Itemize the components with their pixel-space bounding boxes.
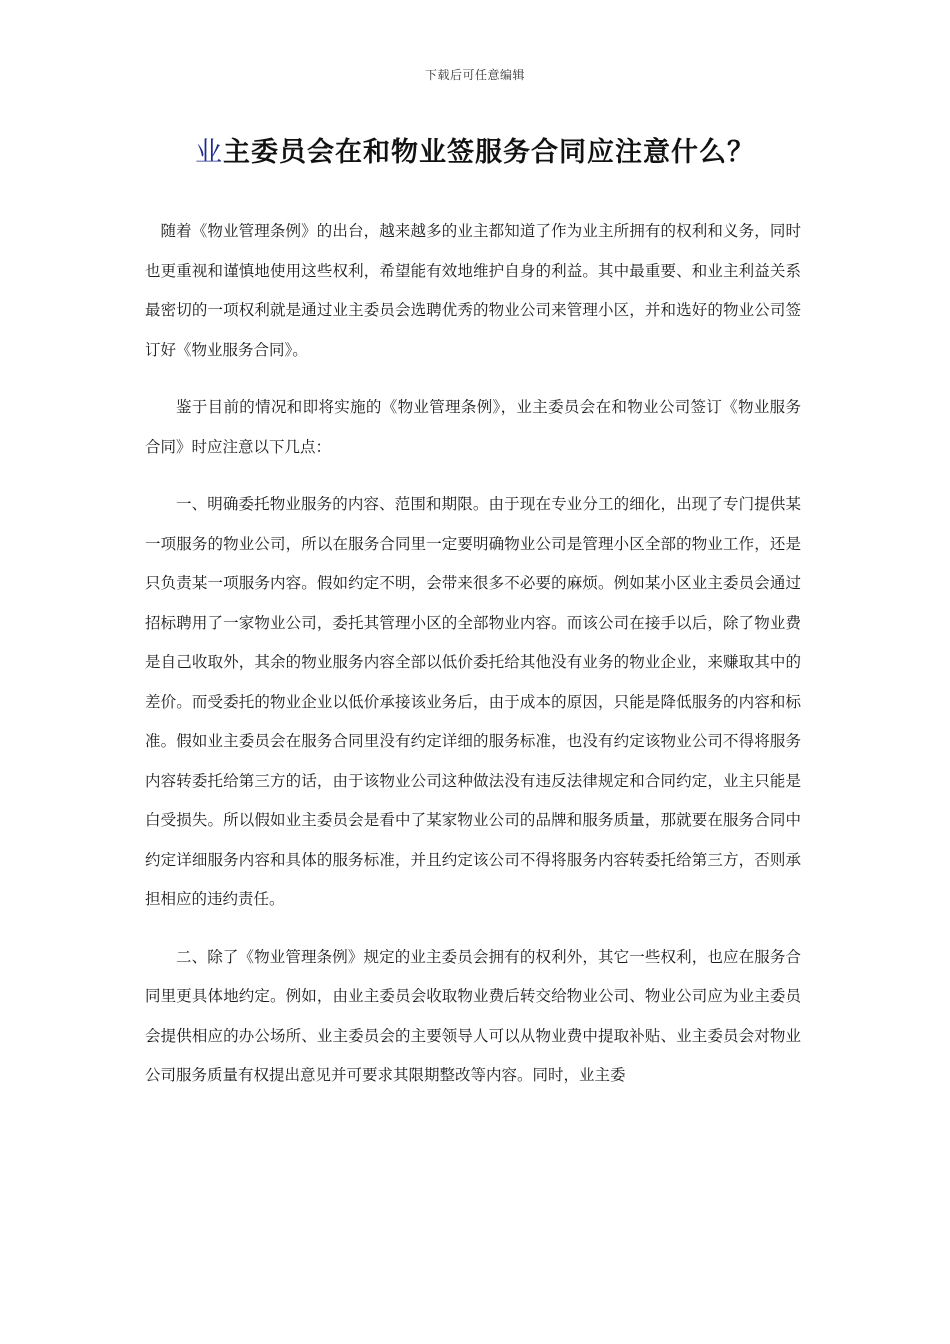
- title-rest: 主委员会在和物业签服务合同应注意什么？: [223, 137, 755, 168]
- document-body: [145, 212, 801, 1114]
- paragraph-context: 鉴于目前的情况和即将实施的《物业管理条例》，业主委员会在和物业公司签订《物业服务合同》时应注意以下几点：: [145, 398, 801, 456]
- header-note: 下载后可任意编辑: [424, 68, 525, 82]
- document-title: [0, 130, 950, 169]
- paragraph-intro: 随着《物业管理条例》的出台，越来越多的业主都知道了作为业主所拥有的权利和义务，同时也更重视和谨慎地使用这些权利，希望能有效地维护自身的利益。其中最重要、和业主利益关系最密切的一项权利就是通过业主委员会选聘优秀的物业公司来管理小区，并和选好的物业公司签订好《物业服务合同》。: [145, 222, 801, 359]
- paragraph-point-two: 二、除了《物业管理条例》规定的业主委员会拥有的权利外，其它一些权利，也应在服务合同里更具体地约定。例如，由业主委员会收取物业费后转交给物业公司、物业公司应为业主委员会提供相应的办公场所、业主委员会的主要领导人可以从物业费中提取补贴、业主委员会对物业公司服务质量有权提出意见并可要求其限期整改等内容。同时，业主委: [145, 947, 801, 1084]
- paragraph-point-one: 一、明确委托物业服务的内容、范围和期限。由于现在专业分工的细化，出现了专门提供某一项服务的物业公司，所以在服务合同里一定要明确物业公司是管理小区全部的物业工作，还是只负责某一项服务内容。假如约定不明，会带来很多不必要的麻烦。例如某小区业主委员会通过招标聘用了一家物业公司，委托其管理小区的全部物业内容。而该公司在接手以后，除了物业费是自己收取外，其余的物业服务内容全部以低价委托给其他没有业务的物业企业，来赚取其中的差价。而受委托的物业企业以低价承接该业务后，由于成本的原因，只能是降低服务的内容和标准。假如业主委员会在服务合同里没有约定详细的服务标准，也没有约定该物业公司不得将服务内容转委托给第三方的话，由于该物业公司这种做法没有违反法律规定和合同约定，业主只能是白受损失。所以假如业主委员会是看中了某家物业公司的品牌和服务质量，那就要在服务合同中约定详细服务内容和具体的服务标准，并且约定该公司不得将服务内容转委托给第三方，否则承担相应的违约责任。: [145, 495, 801, 908]
- title-first-char: 业: [195, 137, 223, 168]
